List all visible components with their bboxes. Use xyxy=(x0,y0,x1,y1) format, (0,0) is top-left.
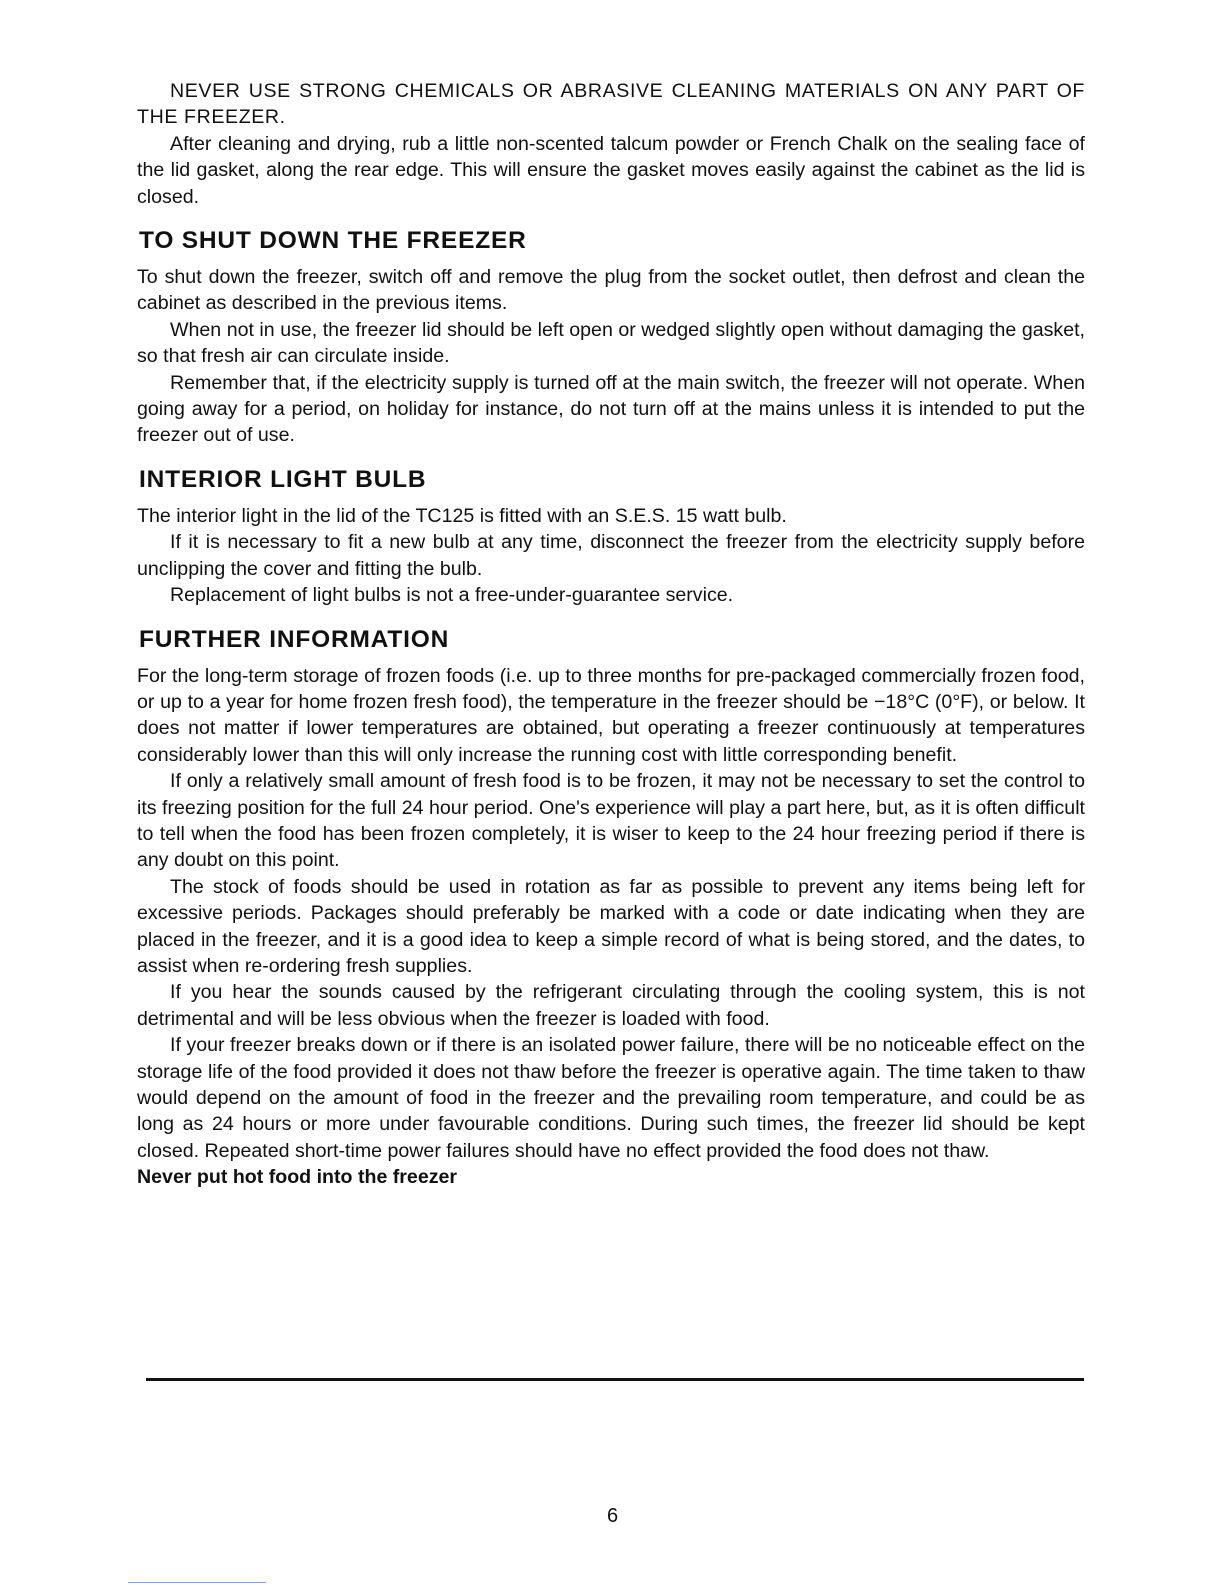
hot-food-warning: Never put hot food into the freezer xyxy=(137,1166,458,1189)
further-paragraph-1: For the long-term storage of frozen foods (i.e. up to three months for pre-packaged commercially frozen food, or up to a year for home frozen fresh food), the temperature in the freezer should be −18°C (0°F), or below. It does not matter if lower temperatures are obtained, but operating a freezer continuously at temperatures considerably lower than this will only increase the running cost with little corresponding benefit. xyxy=(137,664,1085,766)
light-bulb-paragraph-3: Replacement of light bulbs is not a free-under-guarantee service. xyxy=(170,584,734,607)
light-bulb-paragraph-1: The interior light in the lid of the TC125 is fitted with an S.E.S. 15 watt bulb. xyxy=(137,504,787,527)
gasket-paragraph: After cleaning and drying, rub a little non-scented talcum powder or French Chalk on the sealing face of the lid gasket, along the rear edge. This will ensure the gasket moves easily against the cabinet as the lid is closed. xyxy=(137,132,1085,208)
cleaning-warning: NEVER USE STRONG CHEMICALS OR ABRASIVE CLEANING MATERIALS ON ANY PART OF THE FREEZER. xyxy=(137,80,1085,129)
shut-down-paragraph-2: When not in use, the freezer lid should be left open or wedged slightly open without damaging the gasket, so that fresh air can circulate inside. xyxy=(137,318,1085,368)
heading-light-bulb: INTERIOR LIGHT BULB xyxy=(139,465,427,493)
further-paragraph-3: The stock of foods should be used in rotation as far as possible to prevent any items being left for excessive periods. Packages should preferably be marked with a code or date indicating when they are placed in the freezer, and it is a good idea to keep a simple record of what is being stored, and the dates, to assist when re-ordering fresh supplies. xyxy=(137,875,1085,977)
further-paragraph-2: If only a relatively small amount of fresh food is to be frozen, it may not be necessary to set the control to its freezing position for the full 24 hour period. One's experience will play a part here, but, as it is often difficult to tell when the food has been frozen completely, it is wiser to keep to the 24 hour freezing period if there is any doubt on this point. xyxy=(137,770,1085,872)
heading-shut-down: TO SHUT DOWN THE FREEZER xyxy=(139,227,527,255)
light-bulb-paragraph-2: If it is necessary to fit a new bulb at any time, disconnect the freezer from the electricity supply before unclipping the cover and fitting the bulb. xyxy=(137,531,1085,580)
heading-further-information: FURTHER INFORMATION xyxy=(139,625,450,653)
document-page xyxy=(137,78,1085,1191)
shut-down-paragraph-3: Remember that, if the electricity supply is turned off at the main switch, the freezer will not operate. When going away for a period, on holiday for instance, do not turn off at the mains unless it is intended to put the freezer out of use. xyxy=(137,371,1085,447)
scan-edge-line xyxy=(128,1582,266,1583)
divider-rule xyxy=(146,1378,1084,1381)
page-number: 6 xyxy=(606,1505,619,1527)
further-paragraph-4: If you hear the sounds caused by the refrigerant circulating through the cooling system, this is not detrimental and will be less obvious when the freezer is loaded with food. xyxy=(137,981,1085,1030)
further-paragraph-5: If your freezer breaks down or if there is an isolated power failure, there will be no noticeable effect on the storage life of the food provided it does not thaw before the freezer is operative again. The time taken to thaw would depend on the amount of food in the freezer and the prevailing room temperature, and could be as long as 24 hours or more under favourable conditions. During such times, the freezer lid should be kept closed. Repeated short-time power failures should have no effect provided the food does not thaw. xyxy=(137,1034,1085,1162)
shut-down-paragraph-1: To shut down the freezer, switch off and remove the plug from the socket outlet, then defrost and clean the cabinet as described in the previous items. xyxy=(137,266,1085,315)
